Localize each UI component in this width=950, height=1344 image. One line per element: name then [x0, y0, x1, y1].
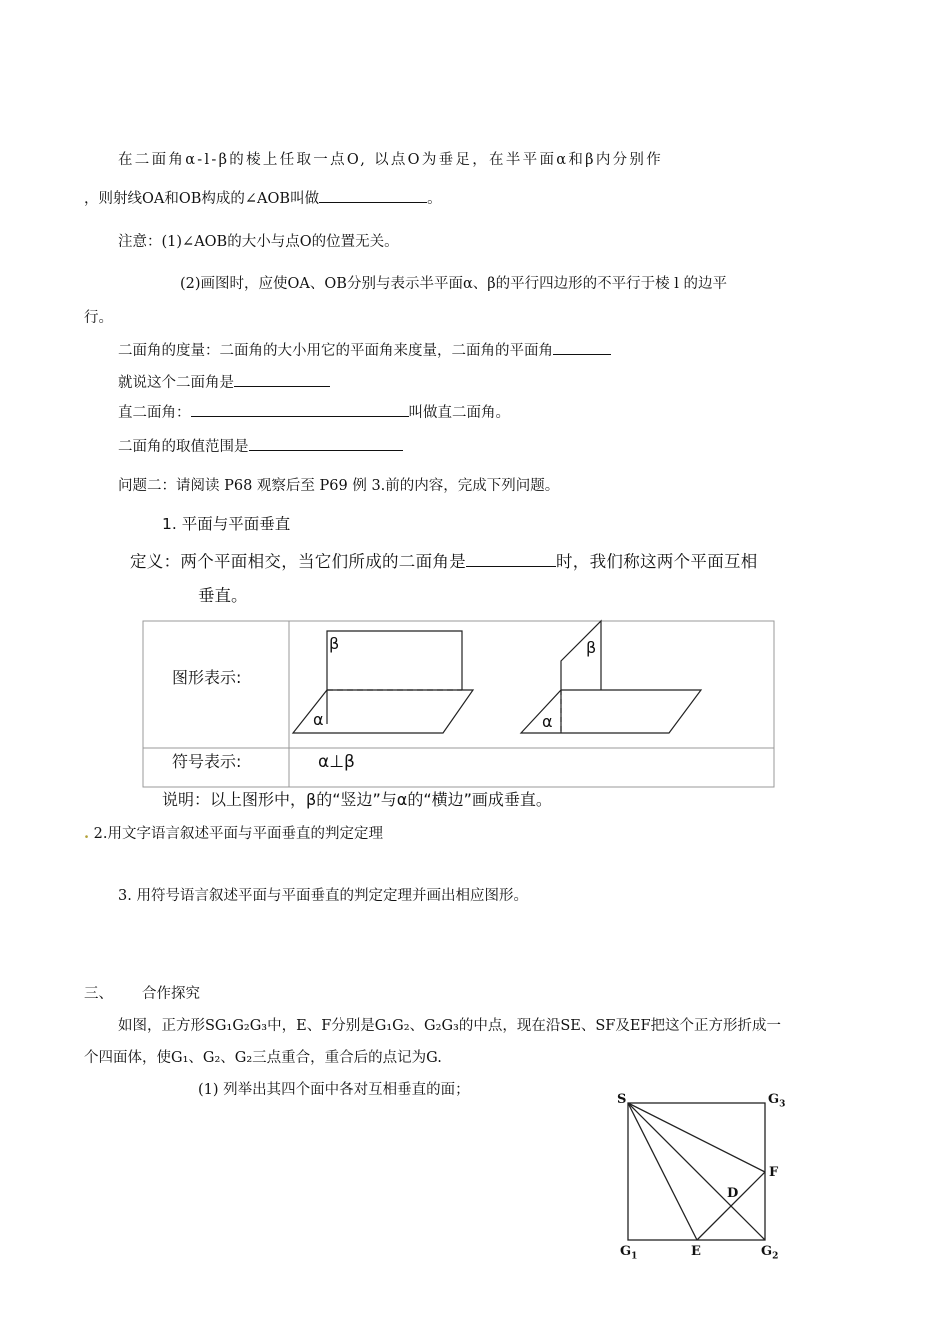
range-text: 二面角的取值范围是 [118, 439, 249, 455]
para1-line1: 在二面角α-l-β的棱上任取一点O, 以点O为垂足，在半平面α和β内分别作 [118, 152, 664, 168]
blank-definition [466, 550, 556, 567]
measure-line1 [118, 340, 611, 361]
segment-EF [697, 1172, 765, 1240]
definition-suffix: 时，我们称这两个平面互相 [556, 552, 758, 571]
note-2-line2: 行。 [84, 310, 113, 326]
segment-SG2 [628, 1103, 765, 1240]
label-G1 [620, 1242, 637, 1267]
section3-title: 合作探究 [142, 986, 200, 1002]
explain-line: 说明：以上图形中，β的“竖边”与α的“横边”画成垂直。 [162, 790, 552, 809]
item-2-text: 2.用文字语言叙述平面与平面垂直的判定定理 [93, 826, 384, 842]
right-dihedral-suffix: 叫做直二面角。 [408, 405, 510, 421]
range-line [118, 436, 403, 457]
fig-left-beta: β [329, 634, 340, 653]
mark-dot: . [84, 825, 90, 842]
blank-right-dihedral [191, 402, 409, 417]
label-S: S [617, 1092, 627, 1107]
para1-line2-suffix: 。 [427, 191, 442, 207]
label-G3 [768, 1090, 785, 1115]
label-G2-letter: G [761, 1244, 773, 1259]
item-2 [84, 824, 383, 844]
fig-left-alpha: α [313, 710, 324, 729]
label-G3-sub: 3 [779, 1099, 786, 1110]
item-3: 3. 用符号语言叙述平面与平面垂直的判定定理并画出相应图形。 [118, 888, 528, 904]
measure-line1-text: 二面角的度量：二面角的大小用它的平面角来度量，二面角的平面角 [118, 343, 553, 359]
fig-right-beta: β [586, 638, 597, 657]
note-1: 注意：(1)∠AOB的大小与点O的位置无关。 [118, 234, 399, 250]
segment-SE [628, 1103, 697, 1240]
section3-sub1: (1) 列举出其四个面中各对互相垂直的面； [198, 1082, 470, 1098]
para1-line2 [84, 188, 442, 209]
definition-line2: 垂直。 [198, 586, 248, 605]
label-E: E [691, 1244, 701, 1259]
measure-line2 [118, 372, 330, 393]
label-G2-sub: 2 [772, 1251, 779, 1262]
fig-right-alpha: α [542, 712, 553, 731]
label-G1-sub: 1 [631, 1251, 638, 1262]
label-D: D [727, 1186, 739, 1201]
section3-para-line1: 如图，正方形SG₁G₂G₃中，E、F分别是G₁G₂、G₂G₃的中点，现在沿SE、SF及EF把这个正方形折成一 [118, 1018, 782, 1034]
para1-line2-prefix: ，则射线OA和OB构成的∠AOB叫做 [84, 191, 320, 207]
label-G2 [761, 1242, 778, 1267]
section3-para-line2: 个四面体，使G₁、G₂、G₂三点重合，重合后的点记为G. [84, 1050, 442, 1066]
table-row1-label: 图形表示: [172, 668, 242, 687]
blank-measure [553, 340, 611, 355]
right-dihedral-line [118, 402, 510, 423]
right-dihedral-prefix: 直二面角： [118, 405, 191, 421]
blank-dihedral-is [234, 372, 330, 387]
question-2: 问题二：请阅读 P68 观察后至 P69 例 3.前的内容，完成下列问题。 [118, 478, 560, 494]
blank-range [249, 436, 403, 451]
square-outline [628, 1103, 765, 1240]
segment-SF [628, 1103, 765, 1172]
measure-line2-text: 就说这个二面角是 [118, 375, 234, 391]
section3-number: 三、 [84, 986, 113, 1002]
definition-prefix: 定义：两个平面相交，当它们所成的二面角是 [130, 552, 466, 571]
table-symbol: α⊥β [318, 752, 355, 772]
definition-line1 [130, 550, 758, 572]
label-G3-letter: G [768, 1092, 780, 1107]
label-G1-letter: G [620, 1244, 632, 1259]
section1-heading: 1. 平面与平面垂直 [162, 515, 291, 533]
note-2-line1: (2)画图时，应使OA、OB分别与表示半平面α、β的平行四边形的不平行于棱 l 的边平 [180, 276, 727, 292]
blank-plane-angle [319, 188, 427, 203]
table-row2-label: 符号表示: [172, 752, 242, 771]
label-F: F [769, 1165, 779, 1180]
